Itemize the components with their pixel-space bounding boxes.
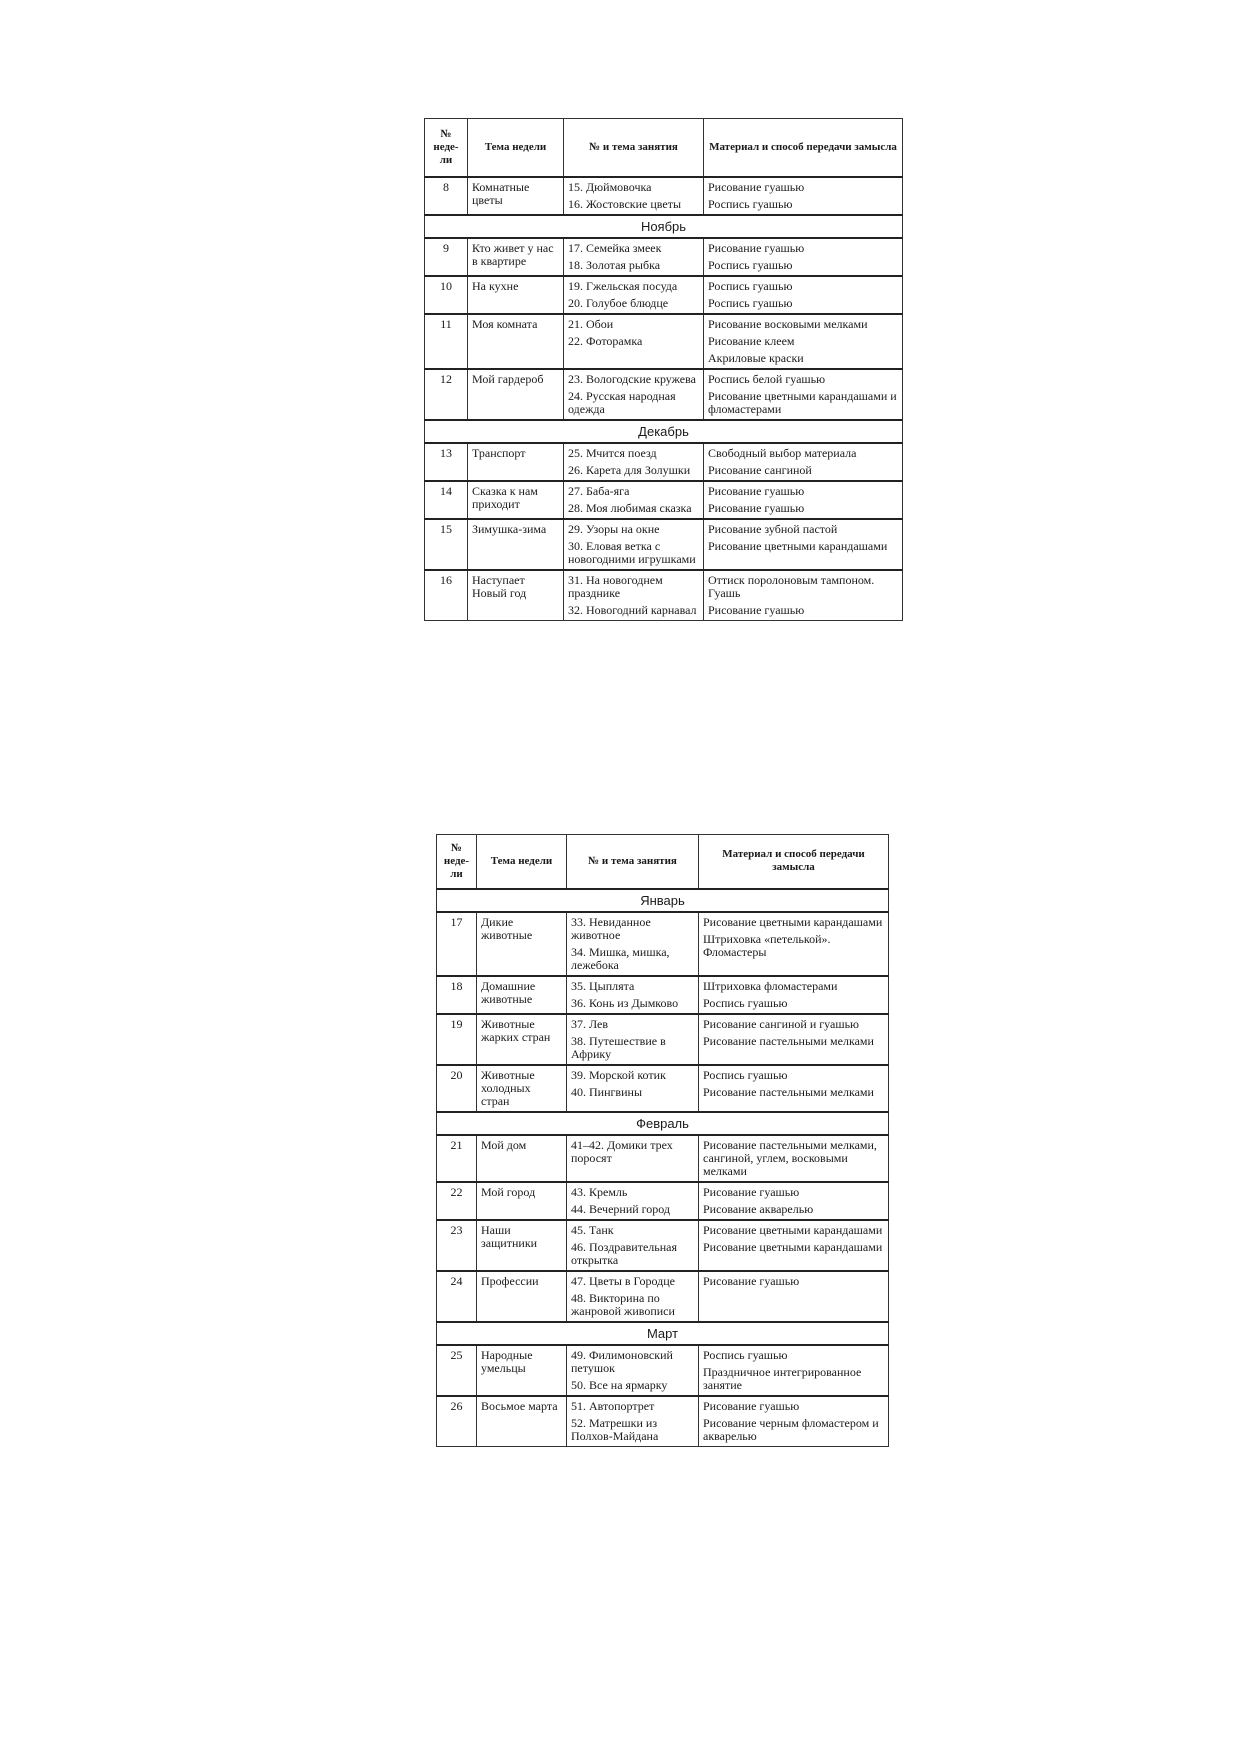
month-row <box>437 889 889 912</box>
week-number: 21 <box>437 1135 477 1182</box>
material-method: Рисование гуашью <box>708 500 805 515</box>
lesson-title: 28. Моя любимая сказка <box>568 500 692 515</box>
header-material: Материал и способ передачи замысла <box>704 119 903 177</box>
week-number: 26 <box>437 1396 477 1447</box>
lesson-title: 22. Фоторамка <box>568 333 643 348</box>
material-method: Роспись гуашью <box>703 995 788 1010</box>
table-row <box>425 314 903 369</box>
material-method: Роспись гуашью <box>708 196 793 211</box>
lesson-cell <box>567 1135 699 1182</box>
lesson-title: 35. Цыплята <box>571 978 635 993</box>
week-number: 22 <box>437 1182 477 1220</box>
lesson-title: 33. Невиданное животное <box>571 914 651 942</box>
lesson-title: 23. Вологодские кружева <box>568 371 696 386</box>
week-topic: Наступает Новый год <box>468 570 564 621</box>
material-method: Рисование восковыми мелками <box>708 316 868 331</box>
lesson-title: 31. На новогоднем празднике <box>568 572 663 600</box>
material-cell <box>704 314 903 369</box>
week-number: 25 <box>437 1345 477 1396</box>
week-topic: Моя комната <box>468 314 564 369</box>
material-method: Рисование гуашью <box>703 1273 800 1288</box>
material-method: Рисование гуашью <box>708 240 805 255</box>
month-label: Февраль <box>437 1112 889 1135</box>
week-number: 10 <box>425 276 468 314</box>
material-cell <box>699 1271 889 1322</box>
table-row <box>437 1396 889 1447</box>
material-method: Штриховка фломастерами <box>703 978 838 993</box>
material-method: Роспись гуашью <box>703 1347 788 1362</box>
lesson-title: 34. Мишка, мишка, лежебока <box>571 944 670 972</box>
lesson-cell <box>564 238 704 276</box>
material-cell <box>704 238 903 276</box>
lesson-title: 50. Все на ярмарку <box>571 1377 668 1392</box>
lesson-title: 45. Танк <box>571 1222 614 1237</box>
material-cell <box>704 276 903 314</box>
table-row <box>425 519 903 570</box>
table-row <box>437 1182 889 1220</box>
week-number: 23 <box>437 1220 477 1271</box>
lesson-title: 17. Семейка змеек <box>568 240 662 255</box>
material-method: Роспись гуашью <box>703 1067 788 1082</box>
lesson-title: 30. Еловая ветка с новогодними игрушками <box>568 538 696 566</box>
material-method: Рисование цветными карандашами <box>708 538 888 553</box>
month-label: Январь <box>437 889 889 912</box>
material-method: Рисование зубной пастой <box>708 521 838 536</box>
lesson-title: 16. Жостовские цветы <box>568 196 682 211</box>
week-topic: Дикие животные <box>477 912 567 976</box>
lesson-cell <box>567 976 699 1014</box>
material-cell <box>699 912 889 976</box>
week-topic: Домашние животные <box>477 976 567 1014</box>
material-method: Акриловые краски <box>708 350 804 365</box>
lesson-title: 44. Вечерний город <box>571 1201 671 1216</box>
material-method: Рисование пастельными мелками, сангиной, углем, восковыми мелками <box>703 1137 877 1178</box>
week-topic: На кухне <box>468 276 564 314</box>
material-method: Рисование цветными карандашами и фломастерами <box>708 388 897 416</box>
material-cell <box>699 1345 889 1396</box>
lesson-cell <box>567 1271 699 1322</box>
week-topic: Мой город <box>477 1182 567 1220</box>
week-number: 17 <box>437 912 477 976</box>
table-row <box>425 443 903 481</box>
lesson-cell <box>567 1014 699 1065</box>
week-number: 20 <box>437 1065 477 1112</box>
material-cell <box>704 570 903 621</box>
material-cell <box>699 1182 889 1220</box>
lesson-cell <box>567 1396 699 1447</box>
material-method: Роспись гуашью <box>708 278 793 293</box>
week-number: 24 <box>437 1271 477 1322</box>
table-row <box>437 1065 889 1112</box>
week-number: 12 <box>425 369 468 420</box>
material-method: Рисование сангиной и гуашью <box>703 1016 860 1031</box>
lesson-title: 25. Мчится поезд <box>568 445 657 460</box>
week-topic: Восьмое марта <box>477 1396 567 1447</box>
material-method: Рисование гуашью <box>703 1184 800 1199</box>
lesson-title: 29. Узоры на окне <box>568 521 660 536</box>
lesson-title: 19. Гжельская посуда <box>568 278 678 293</box>
lesson-cell <box>564 443 704 481</box>
header-lesson: № и тема занятия <box>567 835 699 889</box>
material-method: Свободный выбор материала <box>708 445 857 460</box>
week-number: 11 <box>425 314 468 369</box>
material-method: Рисование цветными карандашами <box>703 914 883 929</box>
week-number: 9 <box>425 238 468 276</box>
material-cell <box>704 481 903 519</box>
lesson-title: 49. Филимоновский петушок <box>571 1347 673 1375</box>
material-cell <box>699 1014 889 1065</box>
lesson-cell <box>567 1182 699 1220</box>
table-row <box>437 1345 889 1396</box>
week-number: 8 <box>425 177 468 215</box>
table-row <box>425 369 903 420</box>
material-method: Рисование гуашью <box>708 602 805 617</box>
week-topic: Комнатные цветы <box>468 177 564 215</box>
header-week-number: № неде-ли <box>425 119 468 177</box>
week-topic: Животные жарких стран <box>477 1014 567 1065</box>
month-label: Ноябрь <box>425 215 903 238</box>
lesson-cell <box>564 481 704 519</box>
week-number: 14 <box>425 481 468 519</box>
lesson-title: 20. Голубое блюдце <box>568 295 669 310</box>
material-method: Праздничное интегрированное занятие <box>703 1364 862 1392</box>
month-row <box>437 1322 889 1345</box>
lesson-plan-table-2 <box>436 834 889 1447</box>
week-topic: Кто живет у нас в квартире <box>468 238 564 276</box>
week-topic: Народные умельцы <box>477 1345 567 1396</box>
lesson-title: 46. Поздравительная открытка <box>571 1239 678 1267</box>
lesson-cell <box>564 369 704 420</box>
material-cell <box>704 369 903 420</box>
week-number: 13 <box>425 443 468 481</box>
week-topic: Мой гардероб <box>468 369 564 420</box>
lesson-title: 37. Лев <box>571 1016 609 1031</box>
lesson-title: 43. Кремль <box>571 1184 628 1199</box>
material-cell <box>704 177 903 215</box>
material-method: Рисование сангиной <box>708 462 812 477</box>
week-number: 18 <box>437 976 477 1014</box>
material-cell <box>699 976 889 1014</box>
material-method: Рисование цветными карандашами <box>703 1239 883 1254</box>
material-method: Рисование акварелью <box>703 1201 814 1216</box>
lesson-title: 39. Морской котик <box>571 1067 666 1082</box>
week-topic: Животные холодных стран <box>477 1065 567 1112</box>
week-topic: Транспорт <box>468 443 564 481</box>
table-row <box>437 1220 889 1271</box>
material-method: Рисование цветными карандашами <box>703 1222 883 1237</box>
lesson-cell <box>567 1345 699 1396</box>
material-method: Рисование гуашью <box>708 483 805 498</box>
table-1-body <box>425 177 903 621</box>
table-row <box>437 1135 889 1182</box>
header-week-number: № неде-ли <box>437 835 477 889</box>
material-method: Роспись белой гуашью <box>708 371 826 386</box>
table-row <box>425 177 903 215</box>
lesson-title: 15. Дюймовочка <box>568 179 652 194</box>
material-cell <box>704 443 903 481</box>
material-method: Рисование гуашью <box>703 1398 800 1413</box>
lesson-cell <box>567 1220 699 1271</box>
lesson-title: 38. Путешествие в Африку <box>571 1033 666 1061</box>
month-row <box>425 215 903 238</box>
lesson-title: 51. Автопортрет <box>571 1398 655 1413</box>
month-row <box>437 1112 889 1135</box>
table-row <box>425 570 903 621</box>
lesson-title: 18. Золотая рыбка <box>568 257 661 272</box>
lesson-title: 41–42. Домики трех поросят <box>571 1137 673 1165</box>
header-week-topic: Тема недели <box>468 119 564 177</box>
week-topic: Зимушка-зима <box>468 519 564 570</box>
material-method: Рисование клеем <box>708 333 795 348</box>
month-label: Декабрь <box>425 420 903 443</box>
table-row <box>437 912 889 976</box>
material-method: Рисование пастельными мелками <box>703 1033 874 1048</box>
week-topic: Сказка к нам приходит <box>468 481 564 519</box>
material-cell <box>704 519 903 570</box>
header-lesson: № и тема занятия <box>564 119 704 177</box>
material-method: Рисование черным фломастером и акварелью <box>703 1415 879 1443</box>
lesson-cell <box>564 519 704 570</box>
lesson-cell <box>567 912 699 976</box>
month-row <box>425 420 903 443</box>
lesson-cell <box>567 1065 699 1112</box>
lesson-title: 26. Карета для Золушки <box>568 462 691 477</box>
lesson-cell <box>564 177 704 215</box>
material-method: Рисование гуашью <box>708 179 805 194</box>
material-method: Оттиск поролоновым тампоном. Гуашь <box>708 572 875 600</box>
header-week-topic: Тема недели <box>477 835 567 889</box>
table-row <box>425 481 903 519</box>
month-label: Март <box>437 1322 889 1345</box>
lesson-title: 36. Конь из Дымково <box>571 995 679 1010</box>
lesson-title: 27. Баба-яга <box>568 483 630 498</box>
material-cell <box>699 1065 889 1112</box>
lesson-title: 40. Пингвины <box>571 1084 643 1099</box>
lesson-cell <box>564 276 704 314</box>
lesson-cell <box>564 570 704 621</box>
lesson-title: 52. Матрешки из Полхов-Майдана <box>571 1415 659 1443</box>
material-method: Штриховка «петелькой». Фломастеры <box>703 931 831 959</box>
material-cell <box>699 1396 889 1447</box>
lesson-plan-table-1 <box>424 118 903 621</box>
week-topic: Профессии <box>477 1271 567 1322</box>
week-number: 16 <box>425 570 468 621</box>
material-cell <box>699 1135 889 1182</box>
table-2-body <box>437 889 889 1447</box>
lesson-title: 21. Обои <box>568 316 614 331</box>
lesson-cell <box>564 314 704 369</box>
material-method: Рисование пастельными мелками <box>703 1084 874 1099</box>
material-cell <box>699 1220 889 1271</box>
lesson-title: 32. Новогодний карнавал <box>568 602 697 617</box>
table-row <box>425 238 903 276</box>
week-topic: Мой дом <box>477 1135 567 1182</box>
week-number: 19 <box>437 1014 477 1065</box>
lesson-title: 24. Русская народная одежда <box>568 388 676 416</box>
week-topic: Наши защитники <box>477 1220 567 1271</box>
table-row <box>437 976 889 1014</box>
material-method: Роспись гуашью <box>708 257 793 272</box>
table-row <box>425 276 903 314</box>
lesson-title: 47. Цветы в Городце <box>571 1273 675 1288</box>
table-row <box>437 1014 889 1065</box>
header-material: Материал и способ передачи замысла <box>699 835 889 889</box>
lesson-title: 48. Викторина по жанровой живописи <box>571 1290 675 1318</box>
material-method: Роспись гуашью <box>708 295 793 310</box>
table-row <box>437 1271 889 1322</box>
week-number: 15 <box>425 519 468 570</box>
